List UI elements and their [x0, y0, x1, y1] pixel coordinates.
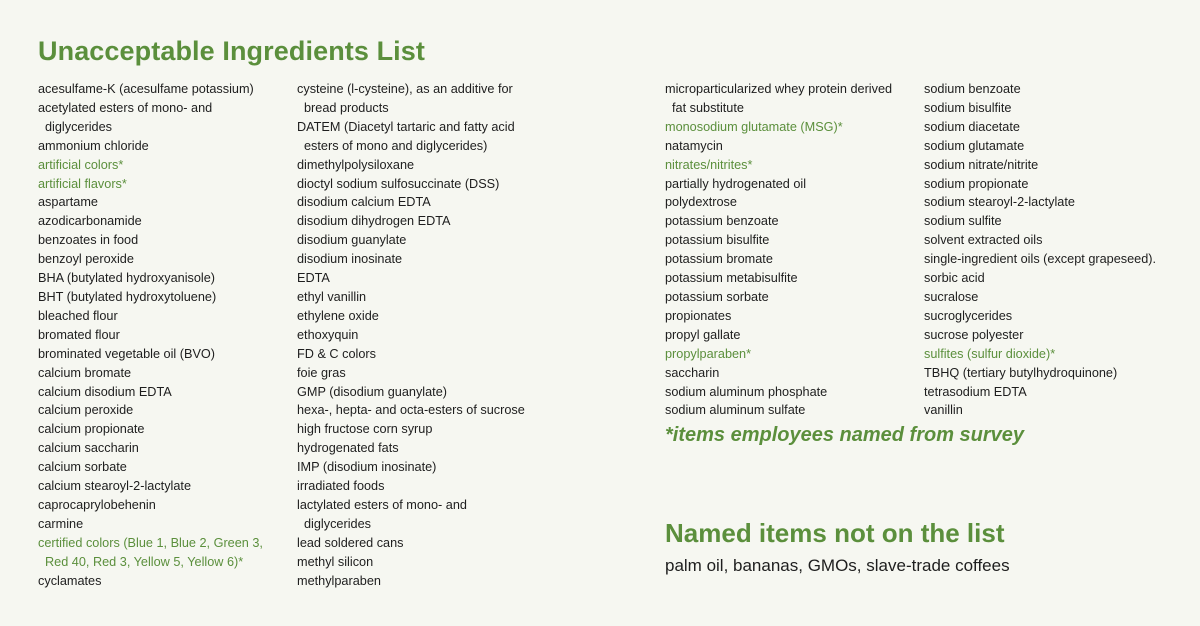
ingredient-item — [665, 212, 915, 231]
ingredient-name: single-ingredient oils (except grapeseed). — [924, 252, 1157, 267]
ingredient-item — [665, 307, 915, 326]
ingredient-name: sodium benzoate — [924, 82, 1021, 96]
ingredient-item — [297, 383, 547, 402]
ingredient-name: vanillin — [924, 403, 963, 418]
ingredient-item — [665, 80, 915, 118]
ingredient-item — [297, 288, 547, 307]
ingredient-name: EDTA — [297, 271, 330, 286]
ingredient-item — [924, 401, 1194, 420]
ingredient-name: disodium inosinate — [297, 252, 403, 267]
ingredient-name: methyl silicon — [297, 554, 374, 569]
ingredient-item — [924, 250, 1194, 269]
ingredient-name: natamycin — [665, 138, 723, 153]
ingredient-name: ammonium chloride — [38, 138, 149, 153]
ingredient-item — [297, 534, 547, 553]
ingredient-name: sodium nitrate/nitrite — [924, 157, 1039, 172]
ingredient-name: sucroglycerides — [924, 308, 1013, 323]
ingredient-item — [297, 458, 547, 477]
ingredient-name: nitrates/nitrites* — [665, 157, 753, 172]
ingredient-item — [297, 269, 547, 288]
ingredient-name: calcium sorbate — [38, 460, 127, 475]
ingredient-name: calcium disodium EDTA — [38, 384, 172, 399]
ingredient-name-continuation: esters of mono and diglycerides) — [304, 138, 488, 153]
ingredient-name: FD & C colors — [297, 346, 376, 361]
ingredient-name: microparticularized whey protein derived — [665, 82, 893, 96]
ingredient-name: foie gras — [297, 365, 346, 380]
ingredient-item — [38, 288, 286, 307]
ingredient-item — [924, 118, 1194, 137]
ingredient-name-continuation: bread products — [304, 100, 389, 115]
ingredient-item — [297, 345, 547, 364]
ingredient-name: carmine — [38, 516, 84, 531]
ingredient-item — [665, 175, 915, 194]
ingredient-name: dimethylpolysiloxane — [297, 157, 415, 172]
ingredient-name: sodium aluminum sulfate — [665, 403, 806, 418]
ingredient-name: benzoyl peroxide — [38, 252, 134, 267]
ingredient-name: artificial flavors* — [38, 176, 127, 191]
ingredient-name: propyl gallate — [665, 327, 741, 342]
ingredient-item — [38, 80, 286, 99]
ingredient-item — [924, 326, 1194, 345]
ingredient-item — [924, 193, 1194, 212]
ingredient-name-continuation: diglycerides — [304, 516, 371, 531]
ingredient-item — [665, 364, 915, 383]
ingredient-name: tetrasodium EDTA — [924, 384, 1027, 399]
ingredient-name: GMP (disodium guanylate) — [297, 384, 447, 399]
ingredient-name: irradiated foods — [297, 479, 385, 494]
ingredient-name: sucralose — [924, 289, 979, 304]
ingredient-name: propionates — [665, 308, 732, 323]
ingredient-item — [924, 364, 1194, 383]
ingredient-name: DATEM (Diacetyl tartaric and fatty acid — [297, 119, 515, 134]
ingredient-item — [38, 515, 286, 534]
ingredient-name: brominated vegetable oil (BVO) — [38, 346, 216, 361]
ingredient-item — [297, 477, 547, 496]
ingredient-item — [665, 156, 915, 175]
ingredient-name: bromated flour — [38, 327, 120, 342]
ingredients-column-4 — [924, 80, 1194, 420]
ingredient-item — [297, 231, 547, 250]
ingredient-name: calcium saccharin — [38, 441, 139, 456]
ingredient-name: cyclamates — [38, 573, 102, 588]
ingredient-name-continuation: Red 40, Red 3, Yellow 5, Yellow 6)* — [45, 554, 244, 569]
ingredient-name: sodium bisulfite — [924, 100, 1012, 115]
ingredient-name: sodium stearoyl-2-lactylate — [924, 195, 1075, 210]
ingredient-item — [665, 326, 915, 345]
ingredient-item — [297, 572, 547, 591]
ingredient-item — [38, 534, 286, 572]
ingredient-name: bleached flour — [38, 308, 118, 323]
ingredient-item — [38, 326, 286, 345]
ingredient-item — [924, 80, 1194, 99]
ingredient-name: high fructose corn syrup — [297, 422, 433, 437]
named-items-heading: Named items not on the list — [665, 518, 1005, 548]
survey-footnote: *items employees named from survey — [665, 424, 1025, 446]
ingredient-item — [38, 212, 286, 231]
ingredient-name: polydextrose — [665, 195, 737, 210]
ingredient-name: ethoxyquin — [297, 327, 359, 342]
ingredient-item — [38, 250, 286, 269]
ingredient-item — [665, 401, 915, 420]
ingredient-name: sulfites (sulfur dioxide)* — [924, 346, 1056, 361]
ingredient-item — [924, 156, 1194, 175]
ingredient-item — [924, 231, 1194, 250]
ingredient-name: disodium guanylate — [297, 233, 407, 248]
ingredient-name: potassium bisulfite — [665, 233, 770, 248]
ingredient-name: hexa-, hepta- and octa-esters of sucrose — [297, 403, 525, 418]
ingredient-name: lead soldered cans — [297, 535, 404, 550]
ingredient-item — [38, 269, 286, 288]
ingredient-name: sodium propionate — [924, 176, 1029, 191]
ingredient-item — [665, 288, 915, 307]
ingredient-item — [297, 250, 547, 269]
ingredient-item — [38, 231, 286, 250]
ingredient-name: partially hydrogenated oil — [665, 176, 807, 191]
ingredient-name: ethylene oxide — [297, 308, 379, 323]
ingredient-item — [665, 250, 915, 269]
ingredient-name: artificial colors* — [38, 157, 124, 172]
ingredient-item — [38, 477, 286, 496]
ingredient-name: sodium aluminum phosphate — [665, 384, 828, 399]
ingredient-name: ethyl vanillin — [297, 289, 367, 304]
ingredient-item — [297, 118, 547, 156]
ingredient-item — [665, 269, 915, 288]
ingredient-name: dioctyl sodium sulfosuccinate (DSS) — [297, 176, 500, 191]
ingredient-name: propylparaben* — [665, 346, 752, 361]
ingredient-item — [297, 420, 547, 439]
ingredient-item — [297, 364, 547, 383]
ingredient-item — [38, 156, 286, 175]
ingredient-item — [924, 288, 1194, 307]
ingredient-name: sucrose polyester — [924, 327, 1024, 342]
ingredient-name: caprocaprylobehenin — [38, 497, 156, 512]
ingredient-name: certified colors (Blue 1, Blue 2, Green 3, — [38, 535, 263, 550]
ingredient-name: hydrogenated fats — [297, 441, 399, 456]
ingredient-name: cysteine (l-cysteine), as an additive for — [297, 82, 513, 96]
ingredient-item — [297, 326, 547, 345]
ingredient-name: acetylated esters of mono- and — [38, 100, 213, 115]
ingredient-item — [297, 496, 547, 534]
ingredient-item — [297, 553, 547, 572]
ingredient-item — [297, 401, 547, 420]
ingredient-item — [665, 137, 915, 156]
ingredient-item — [297, 80, 547, 118]
ingredient-name: BHA (butylated hydroxyanisole) — [38, 271, 216, 286]
ingredient-name: azodicarbonamide — [38, 214, 142, 229]
ingredient-name: sodium glutamate — [924, 138, 1025, 153]
ingredient-name: IMP (disodium inosinate) — [297, 460, 437, 475]
ingredient-item — [38, 175, 286, 194]
ingredient-name: TBHQ (tertiary butylhydroquinone) — [924, 365, 1118, 380]
ingredient-name: solvent extracted oils — [924, 233, 1043, 248]
ingredient-item — [38, 439, 286, 458]
ingredients-column-2 — [297, 80, 547, 590]
ingredient-name: potassium metabisulfite — [665, 271, 798, 286]
ingredient-name: calcium propionate — [38, 422, 145, 437]
ingredient-name-continuation: diglycerides — [45, 119, 112, 134]
ingredient-name: aspartame — [38, 195, 98, 210]
ingredient-item — [297, 307, 547, 326]
ingredient-item — [38, 364, 286, 383]
ingredient-item — [924, 137, 1194, 156]
ingredient-item — [924, 269, 1194, 288]
ingredient-item — [38, 383, 286, 402]
ingredient-item — [38, 458, 286, 477]
ingredient-name: saccharin — [665, 365, 720, 380]
ingredient-item — [297, 156, 547, 175]
page-title: Unacceptable Ingredients List — [38, 36, 425, 66]
ingredient-item — [665, 193, 915, 212]
ingredient-item — [924, 212, 1194, 231]
ingredient-item — [38, 401, 286, 420]
ingredient-item — [297, 439, 547, 458]
ingredient-name: calcium bromate — [38, 365, 132, 380]
ingredient-name: benzoates in food — [38, 233, 139, 248]
ingredients-column-1 — [38, 80, 286, 590]
ingredient-name: lactylated esters of mono- and — [297, 497, 467, 512]
ingredient-item — [924, 307, 1194, 326]
ingredient-name-continuation: fat substitute — [672, 100, 744, 115]
ingredient-item — [665, 345, 915, 364]
ingredients-column-3 — [665, 80, 915, 420]
ingredient-item — [297, 212, 547, 231]
ingredient-name: disodium calcium EDTA — [297, 195, 431, 210]
ingredient-item — [38, 99, 286, 137]
ingredient-name: BHT (butylated hydroxytoluene) — [38, 289, 217, 304]
ingredient-name: sodium diacetate — [924, 119, 1020, 134]
ingredient-item — [297, 175, 547, 194]
ingredient-item — [924, 99, 1194, 118]
ingredient-item — [665, 383, 915, 402]
ingredient-name: monosodium glutamate (MSG)* — [665, 119, 843, 134]
ingredient-name: calcium peroxide — [38, 403, 134, 418]
ingredient-name: acesulfame-K (acesulfame potassium) — [38, 82, 254, 96]
ingredient-item — [38, 307, 286, 326]
ingredient-item — [38, 345, 286, 364]
ingredient-name: potassium sorbate — [665, 289, 769, 304]
ingredient-item — [924, 383, 1194, 402]
ingredient-name: sorbic acid — [924, 271, 985, 286]
ingredient-name: potassium benzoate — [665, 214, 779, 229]
ingredient-name: potassium bromate — [665, 252, 773, 267]
ingredient-item — [38, 572, 286, 591]
ingredient-name: sodium sulfite — [924, 214, 1002, 229]
ingredient-item — [38, 193, 286, 212]
ingredient-item — [924, 345, 1194, 364]
ingredient-item — [924, 175, 1194, 194]
ingredient-item — [665, 231, 915, 250]
named-items-text: palm oil, bananas, GMOs, slave-trade coffees — [665, 556, 1010, 575]
ingredient-name: calcium stearoyl-2-lactylate — [38, 479, 192, 494]
ingredient-item — [38, 496, 286, 515]
ingredient-item — [38, 420, 286, 439]
ingredient-name: methylparaben — [297, 573, 381, 588]
ingredient-name: disodium dihydrogen EDTA — [297, 214, 451, 229]
ingredient-item — [38, 137, 286, 156]
ingredient-item — [665, 118, 915, 137]
ingredient-item — [297, 193, 547, 212]
